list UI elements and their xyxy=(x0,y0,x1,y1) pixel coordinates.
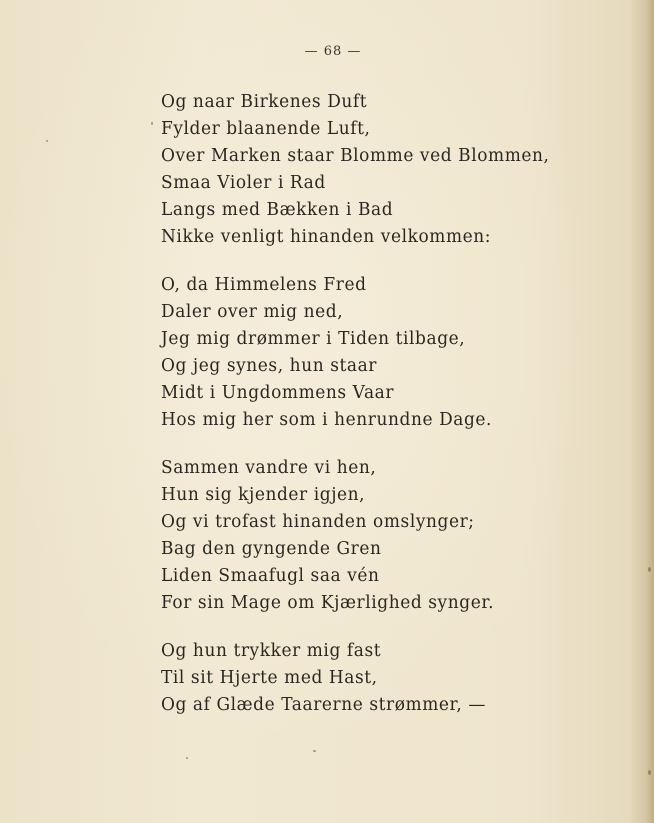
verse-line: Midt i Ungdommens Vaar xyxy=(161,383,395,403)
paper-speck xyxy=(313,750,316,752)
poem xyxy=(161,89,621,740)
paper-speck xyxy=(648,567,651,572)
verse-line: Hun sig kjender igjen, xyxy=(161,485,366,505)
verse-line: Og naar Birkenes Duft xyxy=(161,92,368,112)
verse-line: Fylder blaanende Luft, xyxy=(161,119,371,139)
paper-speck xyxy=(186,757,188,759)
verse-line: O, da Himmelens Fred xyxy=(161,275,367,295)
verse-line: Over Marken staar Blomme ved Blommen, xyxy=(161,146,550,166)
page-number: — 68 — xyxy=(304,44,362,59)
paper-speck xyxy=(46,140,48,142)
stanza-2 xyxy=(161,272,621,434)
verse-line: Og af Glæde Taarerne strømmer, — xyxy=(161,695,486,715)
page-edge-shadow xyxy=(640,0,654,823)
verse-line: Langs med Bækken i Bad xyxy=(161,200,394,220)
verse-line: Og vi trofast hinanden omslynger; xyxy=(161,512,475,532)
verse-line: For sin Mage om Kjærlighed synger. xyxy=(161,593,495,613)
verse-line: Smaa Violer i Rad xyxy=(161,173,326,193)
verse-line: Nikke venligt hinanden velkommen: xyxy=(161,227,492,247)
verse-line: Og hun trykker mig fast xyxy=(161,641,382,661)
paper-speck xyxy=(151,122,153,125)
verse-line: Og jeg synes, hun staar xyxy=(161,356,378,376)
verse-line: Liden Smaafugl saa vén xyxy=(161,566,380,586)
verse-line: Daler over mig ned, xyxy=(161,302,344,322)
verse-line: Jeg mig drømmer i Tiden tilbage, xyxy=(161,329,466,349)
stanza-1 xyxy=(161,89,621,251)
verse-line: Sammen vandre vi hen, xyxy=(161,458,377,478)
stanza-3 xyxy=(161,455,621,617)
verse-line: Hos mig her som i henrundne Dage. xyxy=(161,410,493,430)
paper-speck xyxy=(648,770,651,775)
verse-line: Til sit Hjerte med Hast, xyxy=(161,668,378,688)
stanza-4 xyxy=(161,638,621,719)
verse-line: Bag den gyngende Gren xyxy=(161,539,382,559)
